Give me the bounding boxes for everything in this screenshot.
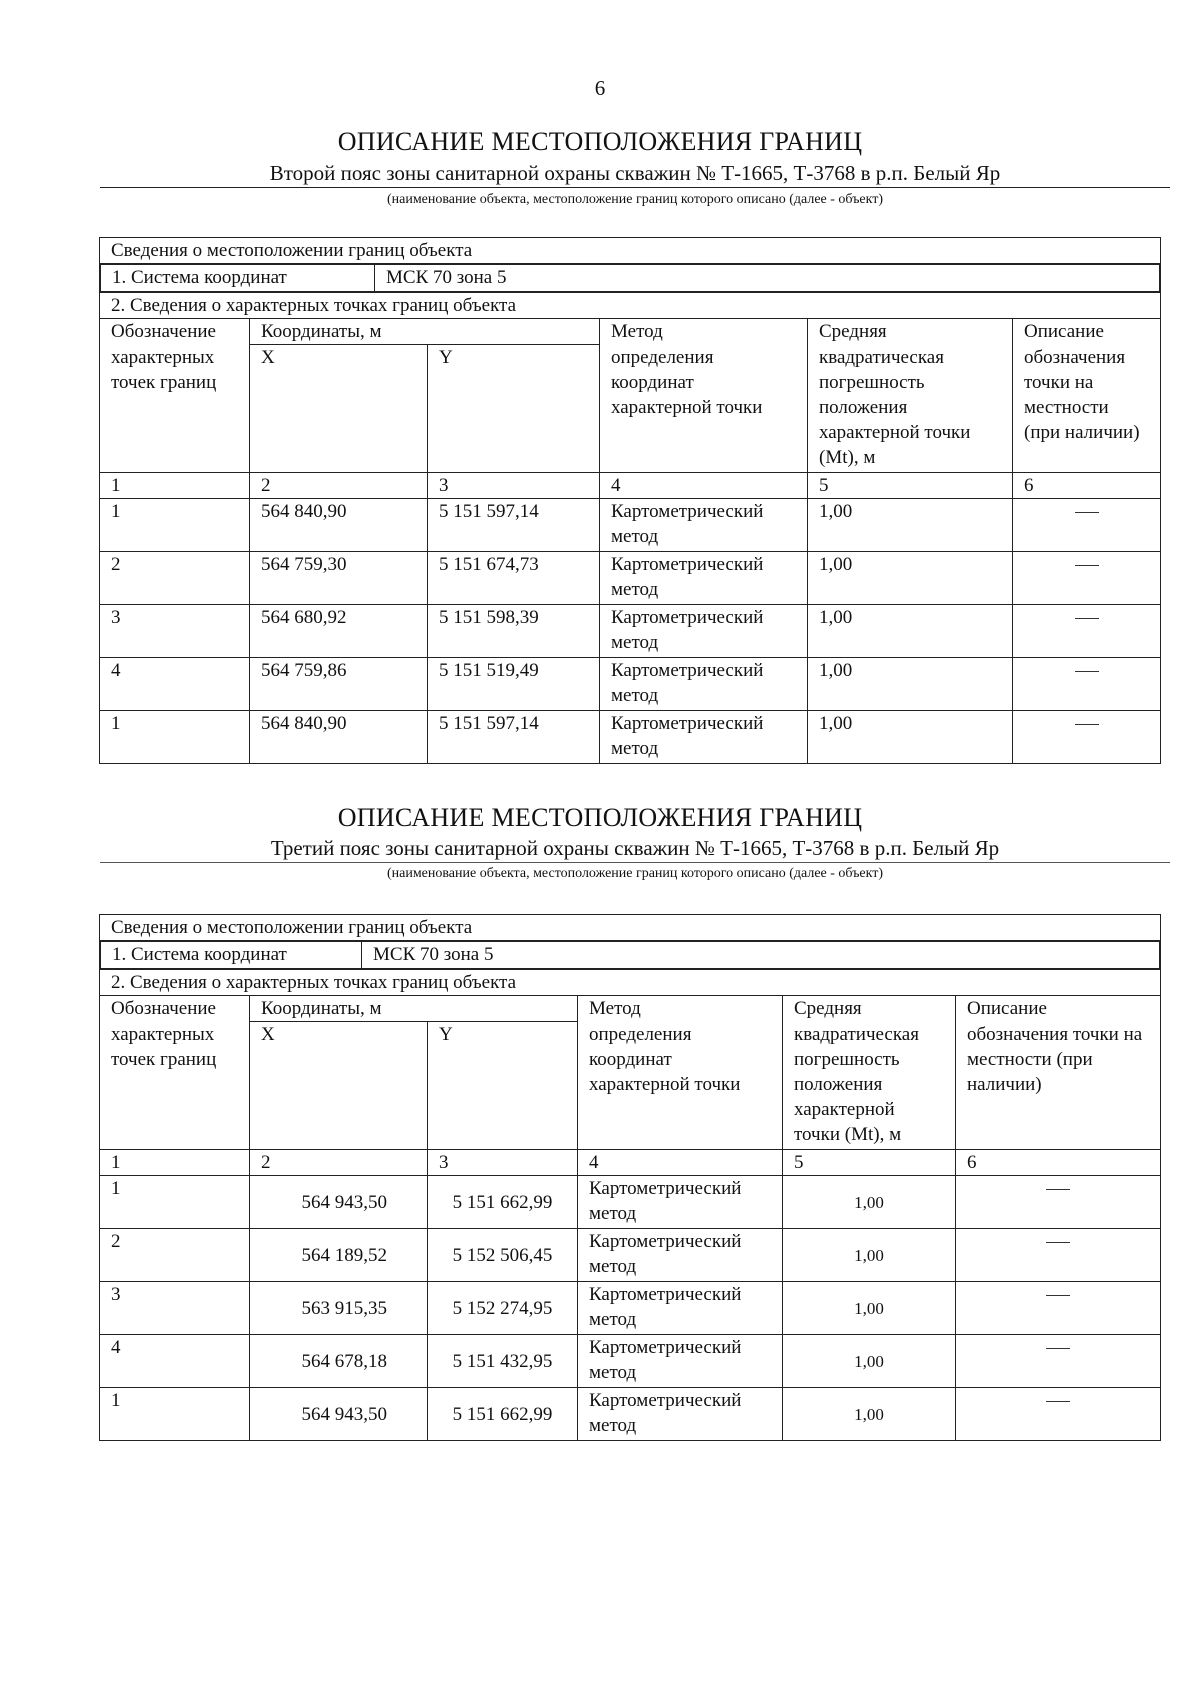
header-designation-rest: характерных точек границ	[100, 1022, 250, 1150]
column-numbers-row	[100, 473, 1161, 499]
table-title: Сведения о местоположении границ объекта	[100, 238, 1161, 264]
section-1-note: (наименование объекта, местоположение границ которого описано (далее - объект)	[386, 192, 884, 207]
crs-row	[100, 264, 1161, 293]
header-designation-top: Обозначение	[100, 996, 250, 1022]
method: Картометрический метод	[600, 552, 808, 605]
error: 1,00	[783, 1388, 956, 1441]
header-method-top: Метод	[600, 319, 808, 345]
crs-row	[100, 941, 1161, 970]
col-number: 6	[1013, 473, 1161, 499]
dash-icon	[1046, 1295, 1070, 1296]
col-number: 4	[578, 1150, 783, 1176]
col-number: 2	[250, 1150, 428, 1176]
method: Картометрический метод	[578, 1282, 783, 1335]
coord-y: 5 151 662,99	[428, 1388, 578, 1441]
point-id: 4	[100, 658, 250, 711]
header-y: Y	[428, 1022, 578, 1150]
dash-icon	[1075, 565, 1099, 566]
header-error-rest: квадратическая погрешность положения характерной точки (Mt), м	[808, 345, 1013, 473]
points-title-row	[100, 970, 1161, 996]
col-number: 4	[600, 473, 808, 499]
point-id: 1	[100, 1388, 250, 1441]
description	[956, 1282, 1161, 1335]
table-row	[100, 658, 1161, 711]
crs-value: МСК 70 зона 5	[375, 265, 1160, 292]
point-id: 3	[100, 1282, 250, 1335]
dash-icon	[1075, 724, 1099, 725]
point-id: 4	[100, 1335, 250, 1388]
header-y: Y	[428, 345, 600, 473]
table-row	[100, 711, 1161, 764]
dash-icon	[1046, 1401, 1070, 1402]
error: 1,00	[808, 552, 1013, 605]
section-2-heading: ОПИСАНИЕ МЕСТОПОЛОЖЕНИЯ ГРАНИЦ	[337, 803, 863, 832]
header-row-bottom	[100, 1022, 1161, 1150]
method: Картометрический метод	[600, 605, 808, 658]
page-number: 6	[594, 76, 606, 100]
dash-icon	[1046, 1348, 1070, 1349]
dash-icon	[1075, 671, 1099, 672]
crs-value: МСК 70 зона 5	[362, 942, 1160, 969]
col-number: 1	[100, 1150, 250, 1176]
point-id: 1	[100, 711, 250, 764]
coord-y: 5 151 597,14	[428, 499, 600, 552]
description	[956, 1335, 1161, 1388]
error: 1,00	[808, 605, 1013, 658]
coord-y: 5 152 274,95	[428, 1282, 578, 1335]
col-number: 3	[428, 473, 600, 499]
coord-x: 564 840,90	[250, 711, 428, 764]
section-1-subtitle: Второй пояс зоны санитарной охраны скважин № Т-1665, Т-3768 в р.п. Белый Яр	[269, 161, 1001, 185]
header-x: X	[250, 345, 428, 473]
coord-x: 563 915,35	[250, 1282, 428, 1335]
points-title: 2. Сведения о характерных точках границ объекта	[100, 293, 1161, 319]
coord-y: 5 152 506,45	[428, 1229, 578, 1282]
section-1-heading: ОПИСАНИЕ МЕСТОПОЛОЖЕНИЯ ГРАНИЦ	[337, 127, 863, 156]
header-error-rest: квадратическая погрешность положения характерной точки (Mt), м	[783, 1022, 956, 1150]
table-title-row	[100, 915, 1161, 941]
dash-icon	[1075, 618, 1099, 619]
description	[956, 1229, 1161, 1282]
description	[1013, 605, 1161, 658]
coord-x: 564 680,92	[250, 605, 428, 658]
coord-x: 564 759,86	[250, 658, 428, 711]
coord-y: 5 151 432,95	[428, 1335, 578, 1388]
points-title: 2. Сведения о характерных точках границ объекта	[100, 970, 1161, 996]
header-x: X	[250, 1022, 428, 1150]
error: 1,00	[783, 1229, 956, 1282]
column-numbers-row	[100, 1150, 1161, 1176]
error: 1,00	[783, 1176, 956, 1229]
method: Картометрический метод	[600, 711, 808, 764]
table-row	[100, 1282, 1161, 1335]
table-row	[100, 1176, 1161, 1229]
error: 1,00	[783, 1335, 956, 1388]
table-row	[100, 1229, 1161, 1282]
error: 1,00	[808, 711, 1013, 764]
table-title-row	[100, 238, 1161, 264]
error: 1,00	[808, 499, 1013, 552]
header-description-rest: обозначения точки на местности (при наличии)	[956, 1022, 1161, 1150]
method: Картометрический метод	[600, 658, 808, 711]
table-row	[100, 1335, 1161, 1388]
header-description-top: Описание	[1013, 319, 1161, 345]
section-2-note: (наименование объекта, местоположение границ которого описано (далее - объект)	[386, 866, 884, 881]
description	[1013, 658, 1161, 711]
crs-label: 1. Система координат	[101, 942, 362, 969]
description	[956, 1176, 1161, 1229]
coord-x: 564 943,50	[250, 1176, 428, 1229]
table-row	[100, 499, 1161, 552]
col-number: 5	[808, 473, 1013, 499]
header-coords: Координаты, м	[250, 319, 600, 345]
coord-x: 564 943,50	[250, 1388, 428, 1441]
dash-icon	[1046, 1242, 1070, 1243]
coord-y: 5 151 519,49	[428, 658, 600, 711]
coord-x: 564 678,18	[250, 1335, 428, 1388]
coord-y: 5 151 597,14	[428, 711, 600, 764]
section-2-subtitle: Третий пояс зоны санитарной охраны скважин № Т-1665, Т-3768 в р.п. Белый Яр	[270, 836, 1000, 860]
coord-y: 5 151 674,73	[428, 552, 600, 605]
table-row	[100, 1388, 1161, 1441]
col-number: 3	[428, 1150, 578, 1176]
method: Картометрический метод	[578, 1229, 783, 1282]
method: Картометрический метод	[578, 1335, 783, 1388]
col-number: 2	[250, 473, 428, 499]
col-number: 6	[956, 1150, 1161, 1176]
error: 1,00	[808, 658, 1013, 711]
description	[1013, 711, 1161, 764]
col-number: 1	[100, 473, 250, 499]
section-1-table	[99, 237, 1161, 764]
dash-icon	[1046, 1189, 1070, 1190]
header-error-top: Средняя	[808, 319, 1013, 345]
point-id: 2	[100, 552, 250, 605]
header-method-rest: определения координат характерной точки	[600, 345, 808, 473]
header-description-top: Описание	[956, 996, 1161, 1022]
point-id: 1	[100, 499, 250, 552]
header-row-bottom	[100, 345, 1161, 473]
header-description-rest: обозначения точки на местности (при наличии)	[1013, 345, 1161, 473]
header-method-rest: определения координат характерной точки	[578, 1022, 783, 1150]
point-id: 2	[100, 1229, 250, 1282]
table-title: Сведения о местоположении границ объекта	[100, 915, 1161, 941]
error: 1,00	[783, 1282, 956, 1335]
method: Картометрический метод	[578, 1176, 783, 1229]
description	[956, 1388, 1161, 1441]
dash-icon	[1075, 512, 1099, 513]
description	[1013, 552, 1161, 605]
method: Картометрический метод	[600, 499, 808, 552]
crs-label: 1. Система координат	[101, 265, 375, 292]
header-error-top: Средняя	[783, 996, 956, 1022]
header-designation-rest: характерных точек границ	[100, 345, 250, 473]
header-row-top	[100, 319, 1161, 345]
point-id: 1	[100, 1176, 250, 1229]
header-designation-top: Обозначение	[100, 319, 250, 345]
method: Картометрический метод	[578, 1388, 783, 1441]
table-row	[100, 552, 1161, 605]
point-id: 3	[100, 605, 250, 658]
coord-x: 564 189,52	[250, 1229, 428, 1282]
header-row-top	[100, 996, 1161, 1022]
header-method-top: Метод	[578, 996, 783, 1022]
section-2-underline	[100, 862, 1170, 863]
section-2-table	[99, 914, 1161, 1441]
table-row	[100, 605, 1161, 658]
coord-y: 5 151 662,99	[428, 1176, 578, 1229]
coord-x: 564 840,90	[250, 499, 428, 552]
coord-y: 5 151 598,39	[428, 605, 600, 658]
points-title-row	[100, 293, 1161, 319]
description	[1013, 499, 1161, 552]
header-coords: Координаты, м	[250, 996, 578, 1022]
col-number: 5	[783, 1150, 956, 1176]
section-1-underline	[100, 187, 1170, 188]
coord-x: 564 759,30	[250, 552, 428, 605]
